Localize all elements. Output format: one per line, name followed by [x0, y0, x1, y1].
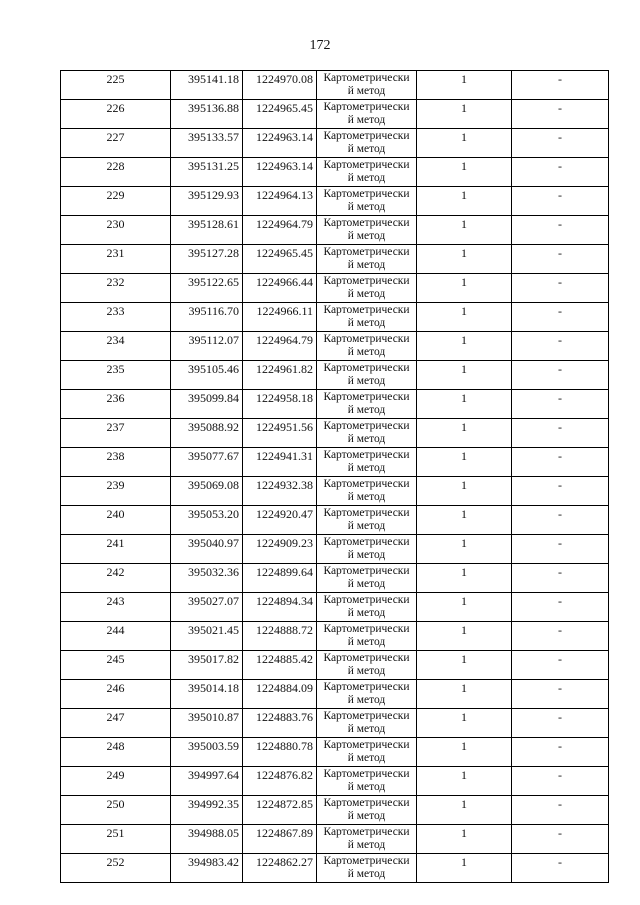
- x-coordinate-cell: 395122.65: [171, 274, 243, 303]
- y-coordinate-cell: 1224965.45: [243, 245, 317, 274]
- point-number-cell: 237: [61, 419, 171, 448]
- description-cell: -: [512, 129, 609, 158]
- description-cell: -: [512, 796, 609, 825]
- method-text-line-1: Картометрически: [323, 681, 410, 693]
- description-cell: -: [512, 477, 609, 506]
- accuracy-cell: 1: [417, 767, 512, 796]
- point-number-cell: 232: [61, 274, 171, 303]
- method-text-line-1: Картометрически: [323, 188, 410, 200]
- accuracy-cell: 1: [417, 506, 512, 535]
- method-text-line-2: й метод: [347, 375, 386, 387]
- point-number-cell: 226: [61, 100, 171, 129]
- table-row: [61, 738, 609, 767]
- table-row: [61, 448, 609, 477]
- method-text-line-1: Картометрически: [323, 101, 410, 113]
- accuracy-cell: 1: [417, 477, 512, 506]
- method-cell: [317, 651, 417, 680]
- x-coordinate-cell: 395027.07: [171, 593, 243, 622]
- accuracy-cell: 1: [417, 796, 512, 825]
- method-cell: [317, 506, 417, 535]
- method-text-line-1: Картометрически: [323, 333, 410, 345]
- y-coordinate-cell: 1224884.09: [243, 680, 317, 709]
- method-text-line-2: й метод: [347, 85, 386, 97]
- method-cell: [317, 303, 417, 332]
- method-text-line-2: й метод: [347, 114, 386, 126]
- table-row: [61, 564, 609, 593]
- description-cell: -: [512, 825, 609, 854]
- table-row: [61, 767, 609, 796]
- method-cell: [317, 361, 417, 390]
- description-cell: -: [512, 216, 609, 245]
- x-coordinate-cell: 395010.87: [171, 709, 243, 738]
- method-text-line-1: Картометрически: [323, 768, 410, 780]
- table-row: [61, 390, 609, 419]
- accuracy-cell: 1: [417, 71, 512, 100]
- x-coordinate-cell: 395040.97: [171, 535, 243, 564]
- point-number-cell: 239: [61, 477, 171, 506]
- method-text-line-1: Картометрически: [323, 623, 410, 635]
- table-row: [61, 796, 609, 825]
- method-text-line-2: й метод: [347, 172, 386, 184]
- table-row: [61, 216, 609, 245]
- x-coordinate-cell: 395127.28: [171, 245, 243, 274]
- table-row: [61, 477, 609, 506]
- table-row: [61, 506, 609, 535]
- point-number-cell: 230: [61, 216, 171, 245]
- description-cell: -: [512, 303, 609, 332]
- method-text-line-2: й метод: [347, 288, 386, 300]
- method-text-line-1: Картометрически: [323, 739, 410, 751]
- accuracy-cell: 1: [417, 593, 512, 622]
- y-coordinate-cell: 1224965.45: [243, 100, 317, 129]
- method-text-line-2: й метод: [347, 520, 386, 532]
- method-cell: [317, 535, 417, 564]
- y-coordinate-cell: 1224951.56: [243, 419, 317, 448]
- x-coordinate-cell: 395112.07: [171, 332, 243, 361]
- point-number-cell: 247: [61, 709, 171, 738]
- description-cell: -: [512, 448, 609, 477]
- description-cell: -: [512, 361, 609, 390]
- method-text-line-2: й метод: [347, 201, 386, 213]
- x-coordinate-cell: 395032.36: [171, 564, 243, 593]
- point-number-cell: 236: [61, 390, 171, 419]
- x-coordinate-cell: 395136.88: [171, 100, 243, 129]
- table-row: [61, 274, 609, 303]
- method-text-line-2: й метод: [347, 694, 386, 706]
- method-text-line-1: Картометрически: [323, 478, 410, 490]
- description-cell: -: [512, 390, 609, 419]
- accuracy-cell: 1: [417, 187, 512, 216]
- method-cell: [317, 477, 417, 506]
- method-text-line-2: й метод: [347, 230, 386, 242]
- point-number-cell: 245: [61, 651, 171, 680]
- y-coordinate-cell: 1224885.42: [243, 651, 317, 680]
- point-number-cell: 225: [61, 71, 171, 100]
- description-cell: -: [512, 332, 609, 361]
- point-number-cell: 227: [61, 129, 171, 158]
- accuracy-cell: 1: [417, 100, 512, 129]
- method-text-line-1: Картометрически: [323, 72, 410, 84]
- page-number: 172: [309, 38, 331, 53]
- description-cell: -: [512, 593, 609, 622]
- description-cell: -: [512, 651, 609, 680]
- method-cell: [317, 129, 417, 158]
- method-text-line-2: й метод: [347, 491, 386, 503]
- method-cell: [317, 564, 417, 593]
- description-cell: -: [512, 767, 609, 796]
- y-coordinate-cell: 1224964.79: [243, 332, 317, 361]
- point-number-cell: 240: [61, 506, 171, 535]
- description-cell: -: [512, 564, 609, 593]
- accuracy-cell: 1: [417, 448, 512, 477]
- point-number-cell: 229: [61, 187, 171, 216]
- method-text-line-1: Картометрически: [323, 304, 410, 316]
- method-text-line-1: Картометрически: [323, 710, 410, 722]
- description-cell: -: [512, 738, 609, 767]
- description-cell: -: [512, 680, 609, 709]
- accuracy-cell: 1: [417, 419, 512, 448]
- x-coordinate-cell: 395128.61: [171, 216, 243, 245]
- method-text-line-2: й метод: [347, 143, 386, 155]
- method-text-line-1: Картометрически: [323, 565, 410, 577]
- table-row: [61, 100, 609, 129]
- y-coordinate-cell: 1224899.64: [243, 564, 317, 593]
- method-text-line-1: Картометрически: [323, 826, 410, 838]
- table-row: [61, 187, 609, 216]
- method-text-line-1: Картометрически: [323, 420, 410, 432]
- accuracy-cell: 1: [417, 738, 512, 767]
- x-coordinate-cell: 395116.70: [171, 303, 243, 332]
- y-coordinate-cell: 1224894.34: [243, 593, 317, 622]
- accuracy-cell: 1: [417, 129, 512, 158]
- method-text-line-2: й метод: [347, 781, 386, 793]
- point-number-cell: 251: [61, 825, 171, 854]
- method-text-line-2: й метод: [347, 607, 386, 619]
- point-number-cell: 231: [61, 245, 171, 274]
- table-row: [61, 680, 609, 709]
- accuracy-cell: 1: [417, 390, 512, 419]
- method-text-line-2: й метод: [347, 868, 386, 880]
- y-coordinate-cell: 1224964.13: [243, 187, 317, 216]
- method-text-line-2: й метод: [347, 810, 386, 822]
- method-text-line-2: й метод: [347, 346, 386, 358]
- method-cell: [317, 216, 417, 245]
- x-coordinate-cell: 395053.20: [171, 506, 243, 535]
- accuracy-cell: 1: [417, 622, 512, 651]
- table-row: [61, 71, 609, 100]
- accuracy-cell: 1: [417, 564, 512, 593]
- method-cell: [317, 71, 417, 100]
- method-cell: [317, 825, 417, 854]
- point-number-cell: 241: [61, 535, 171, 564]
- description-cell: -: [512, 158, 609, 187]
- description-cell: -: [512, 419, 609, 448]
- accuracy-cell: 1: [417, 216, 512, 245]
- method-text-line-1: Картометрически: [323, 391, 410, 403]
- point-number-cell: 249: [61, 767, 171, 796]
- description-cell: -: [512, 622, 609, 651]
- x-coordinate-cell: 395105.46: [171, 361, 243, 390]
- point-number-cell: 228: [61, 158, 171, 187]
- method-cell: [317, 274, 417, 303]
- description-cell: -: [512, 535, 609, 564]
- accuracy-cell: 1: [417, 332, 512, 361]
- method-text-line-1: Картометрически: [323, 246, 410, 258]
- x-coordinate-cell: 395017.82: [171, 651, 243, 680]
- method-text-line-1: Картометрически: [323, 275, 410, 287]
- coordinates-table-body: [61, 71, 609, 883]
- accuracy-cell: 1: [417, 158, 512, 187]
- description-cell: -: [512, 245, 609, 274]
- x-coordinate-cell: 395088.92: [171, 419, 243, 448]
- table-row: [61, 158, 609, 187]
- method-text-line-2: й метод: [347, 723, 386, 735]
- method-cell: [317, 158, 417, 187]
- y-coordinate-cell: 1224876.82: [243, 767, 317, 796]
- accuracy-cell: 1: [417, 535, 512, 564]
- y-coordinate-cell: 1224958.18: [243, 390, 317, 419]
- method-cell: [317, 680, 417, 709]
- method-text-line-2: й метод: [347, 752, 386, 764]
- method-text-line-2: й метод: [347, 839, 386, 851]
- method-cell: [317, 593, 417, 622]
- method-text-line-1: Картометрически: [323, 594, 410, 606]
- x-coordinate-cell: 395003.59: [171, 738, 243, 767]
- method-cell: [317, 245, 417, 274]
- point-number-cell: 233: [61, 303, 171, 332]
- method-cell: [317, 854, 417, 883]
- y-coordinate-cell: 1224872.85: [243, 796, 317, 825]
- method-text-line-2: й метод: [347, 433, 386, 445]
- x-coordinate-cell: 394983.42: [171, 854, 243, 883]
- point-number-cell: 235: [61, 361, 171, 390]
- method-text-line-1: Картометрически: [323, 536, 410, 548]
- y-coordinate-cell: 1224966.11: [243, 303, 317, 332]
- description-cell: -: [512, 274, 609, 303]
- method-cell: [317, 767, 417, 796]
- method-cell: [317, 419, 417, 448]
- x-coordinate-cell: 395131.25: [171, 158, 243, 187]
- point-number-cell: 234: [61, 332, 171, 361]
- table-row: [61, 332, 609, 361]
- y-coordinate-cell: 1224920.47: [243, 506, 317, 535]
- description-cell: -: [512, 506, 609, 535]
- y-coordinate-cell: 1224966.44: [243, 274, 317, 303]
- table-row: [61, 361, 609, 390]
- point-number-cell: 243: [61, 593, 171, 622]
- accuracy-cell: 1: [417, 854, 512, 883]
- method-cell: [317, 187, 417, 216]
- point-number-cell: 252: [61, 854, 171, 883]
- y-coordinate-cell: 1224909.23: [243, 535, 317, 564]
- x-coordinate-cell: 395014.18: [171, 680, 243, 709]
- y-coordinate-cell: 1224883.76: [243, 709, 317, 738]
- accuracy-cell: 1: [417, 245, 512, 274]
- point-number-cell: 250: [61, 796, 171, 825]
- table-row: [61, 709, 609, 738]
- method-text-line-1: Картометрически: [323, 797, 410, 809]
- accuracy-cell: 1: [417, 651, 512, 680]
- description-cell: -: [512, 709, 609, 738]
- x-coordinate-cell: 395099.84: [171, 390, 243, 419]
- x-coordinate-cell: 394988.05: [171, 825, 243, 854]
- method-text-line-2: й метод: [347, 404, 386, 416]
- method-text-line-2: й метод: [347, 665, 386, 677]
- table-row: [61, 651, 609, 680]
- y-coordinate-cell: 1224862.27: [243, 854, 317, 883]
- method-text-line-2: й метод: [347, 578, 386, 590]
- y-coordinate-cell: 1224963.14: [243, 158, 317, 187]
- table-row: [61, 129, 609, 158]
- coordinates-table: [60, 70, 609, 883]
- x-coordinate-cell: 395021.45: [171, 622, 243, 651]
- table-row: [61, 303, 609, 332]
- y-coordinate-cell: 1224941.31: [243, 448, 317, 477]
- method-text-line-1: Картометрически: [323, 159, 410, 171]
- method-text-line-1: Картометрически: [323, 362, 410, 374]
- x-coordinate-cell: 395129.93: [171, 187, 243, 216]
- x-coordinate-cell: 394997.64: [171, 767, 243, 796]
- y-coordinate-cell: 1224961.82: [243, 361, 317, 390]
- y-coordinate-cell: 1224867.89: [243, 825, 317, 854]
- description-cell: -: [512, 71, 609, 100]
- point-number-cell: 238: [61, 448, 171, 477]
- table-row: [61, 245, 609, 274]
- table-row: [61, 825, 609, 854]
- method-cell: [317, 448, 417, 477]
- method-cell: [317, 738, 417, 767]
- table-row: [61, 622, 609, 651]
- table-row: [61, 593, 609, 622]
- accuracy-cell: 1: [417, 274, 512, 303]
- method-cell: [317, 622, 417, 651]
- point-number-cell: 248: [61, 738, 171, 767]
- accuracy-cell: 1: [417, 361, 512, 390]
- point-number-cell: 244: [61, 622, 171, 651]
- y-coordinate-cell: 1224970.08: [243, 71, 317, 100]
- description-cell: -: [512, 854, 609, 883]
- y-coordinate-cell: 1224932.38: [243, 477, 317, 506]
- method-text-line-2: й метод: [347, 636, 386, 648]
- method-cell: [317, 709, 417, 738]
- table-row: [61, 419, 609, 448]
- y-coordinate-cell: 1224880.78: [243, 738, 317, 767]
- x-coordinate-cell: 395133.57: [171, 129, 243, 158]
- accuracy-cell: 1: [417, 680, 512, 709]
- method-text-line-2: й метод: [347, 549, 386, 561]
- x-coordinate-cell: 395141.18: [171, 71, 243, 100]
- method-text-line-1: Картометрически: [323, 507, 410, 519]
- method-cell: [317, 390, 417, 419]
- accuracy-cell: 1: [417, 825, 512, 854]
- method-text-line-1: Картометрически: [323, 652, 410, 664]
- description-cell: -: [512, 100, 609, 129]
- method-text-line-2: й метод: [347, 259, 386, 271]
- method-cell: [317, 332, 417, 361]
- method-text-line-1: Картометрически: [323, 217, 410, 229]
- method-text-line-1: Картометрически: [323, 449, 410, 461]
- method-cell: [317, 796, 417, 825]
- method-text-line-1: Картометрически: [323, 855, 410, 867]
- description-cell: -: [512, 187, 609, 216]
- table-row: [61, 535, 609, 564]
- table-row: [61, 854, 609, 883]
- point-number-cell: 246: [61, 680, 171, 709]
- x-coordinate-cell: 395069.08: [171, 477, 243, 506]
- x-coordinate-cell: 394992.35: [171, 796, 243, 825]
- y-coordinate-cell: 1224963.14: [243, 129, 317, 158]
- method-text-line-2: й метод: [347, 462, 386, 474]
- point-number-cell: 242: [61, 564, 171, 593]
- method-text-line-2: й метод: [347, 317, 386, 329]
- method-cell: [317, 100, 417, 129]
- y-coordinate-cell: 1224888.72: [243, 622, 317, 651]
- x-coordinate-cell: 395077.67: [171, 448, 243, 477]
- accuracy-cell: 1: [417, 303, 512, 332]
- method-text-line-1: Картометрически: [323, 130, 410, 142]
- accuracy-cell: 1: [417, 709, 512, 738]
- y-coordinate-cell: 1224964.79: [243, 216, 317, 245]
